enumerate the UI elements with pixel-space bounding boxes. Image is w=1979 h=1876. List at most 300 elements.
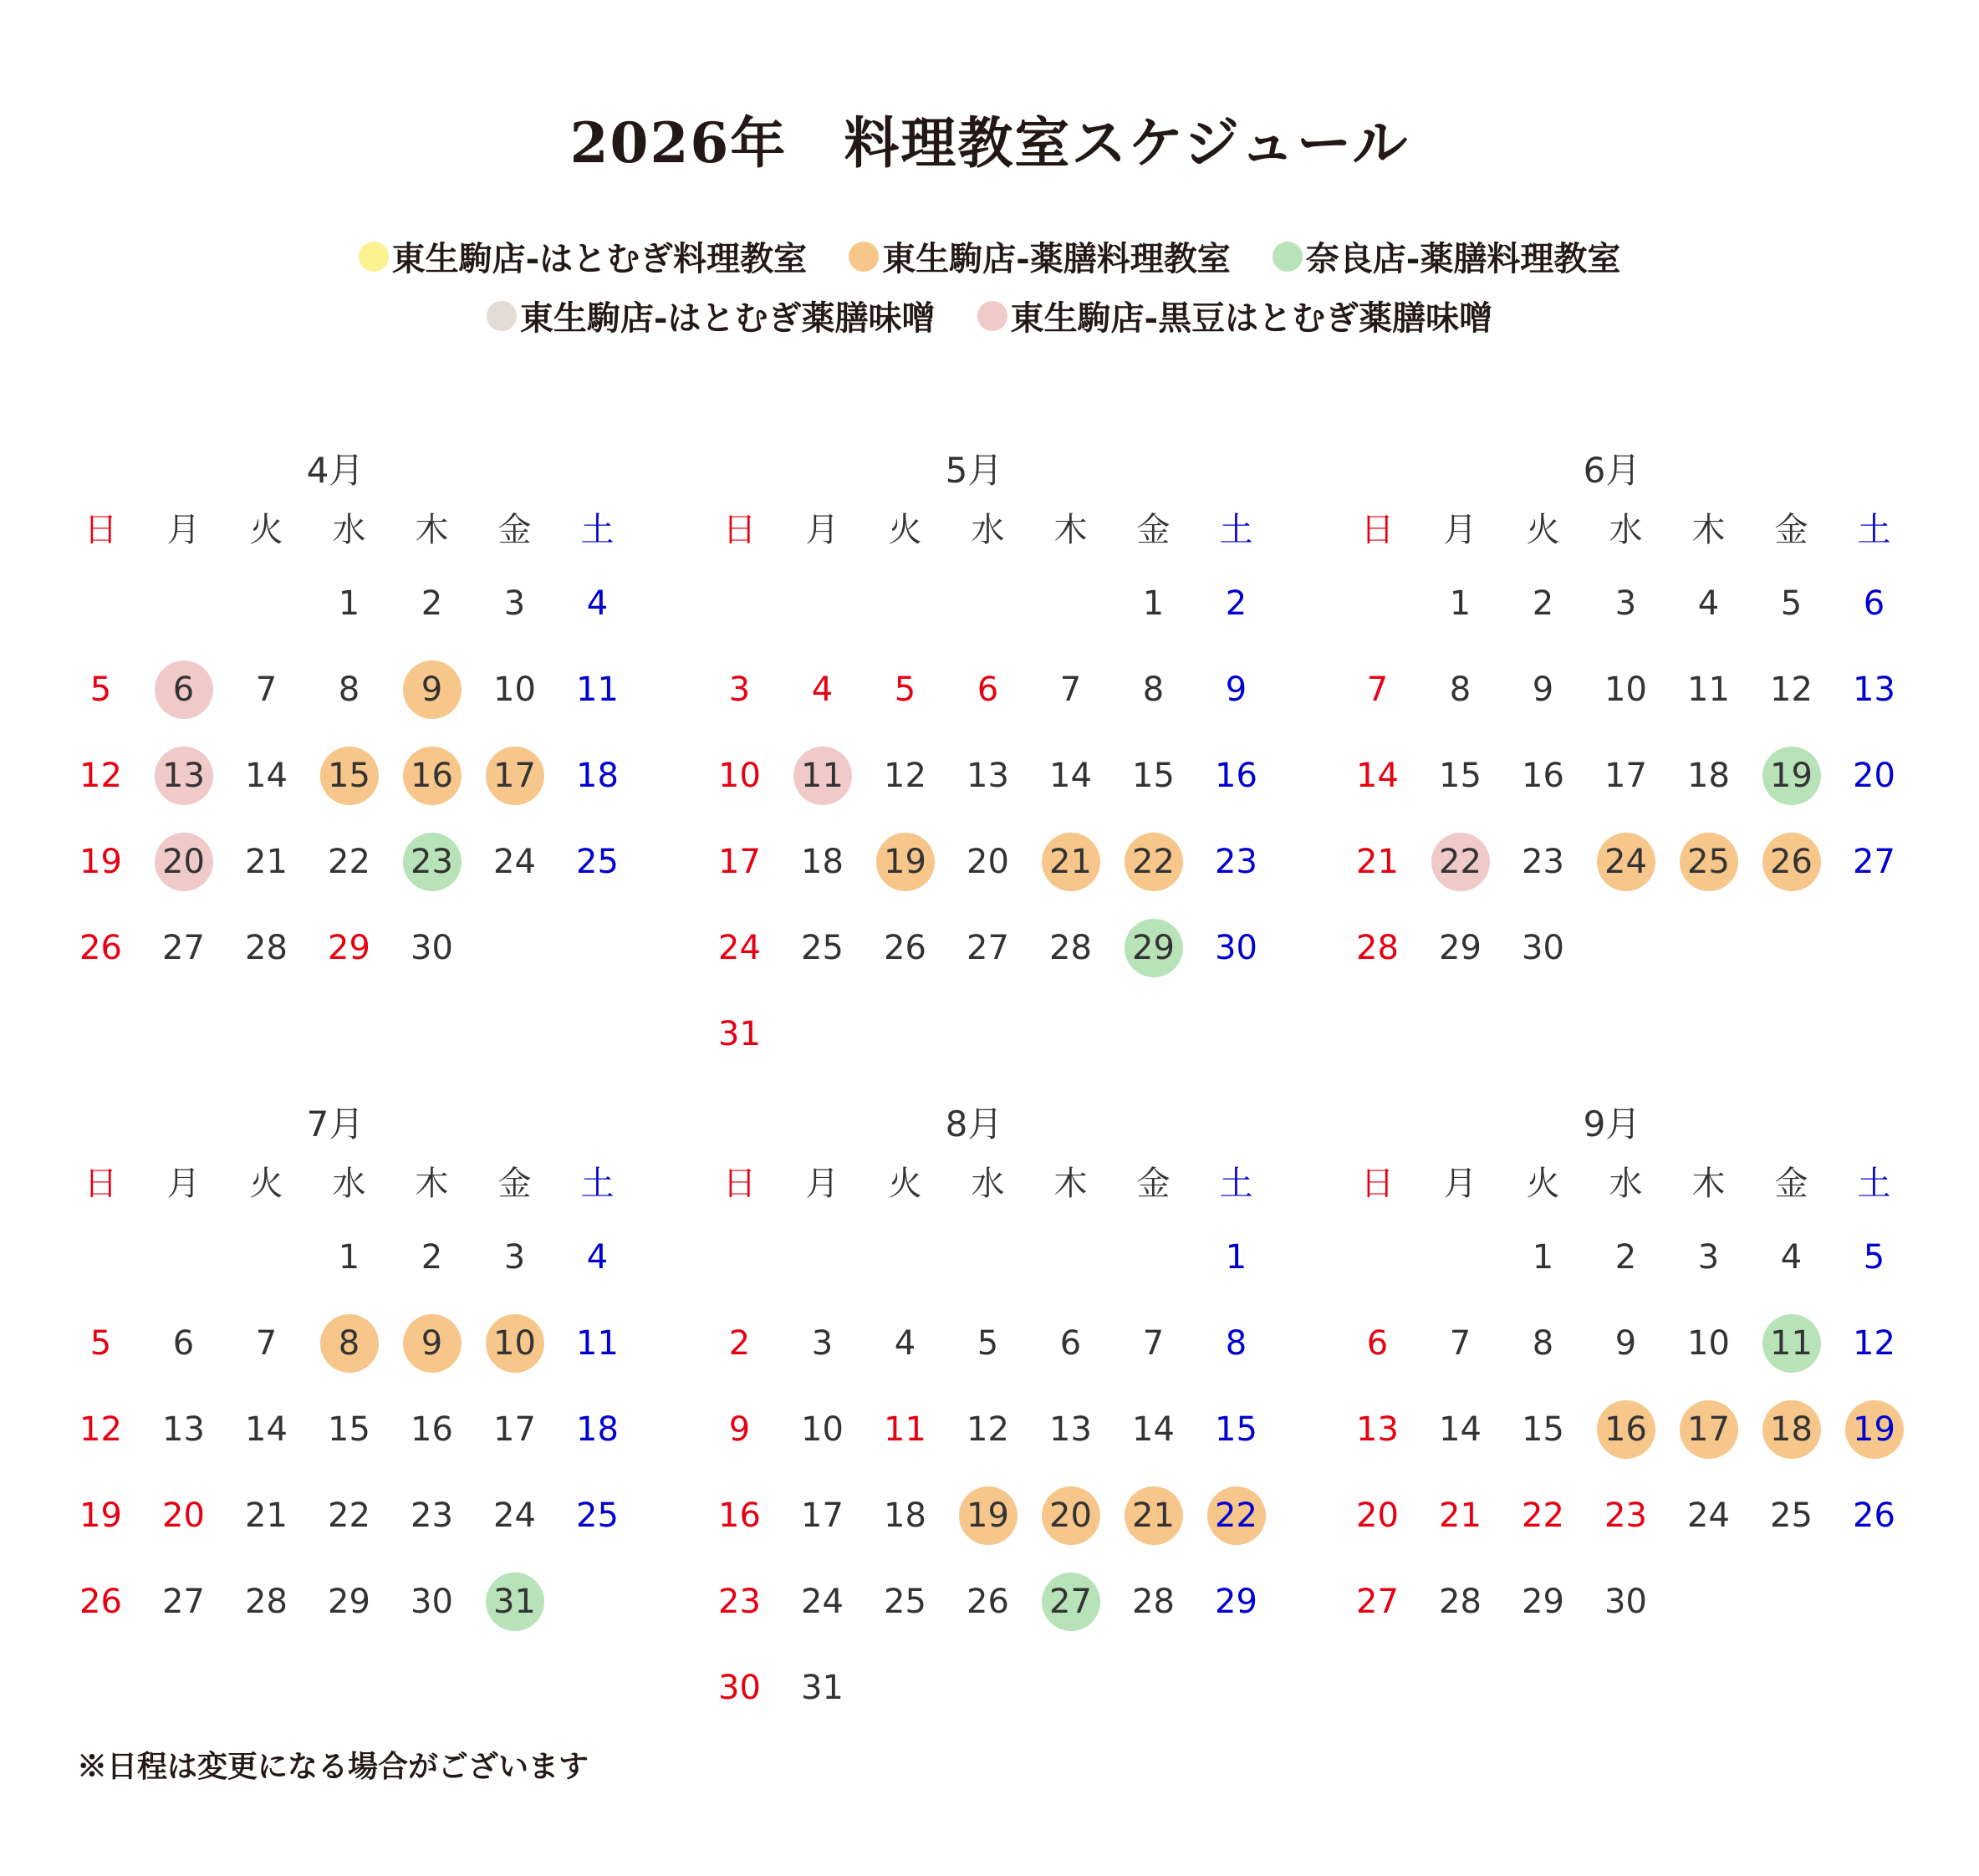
weekday-label: 木 [1691,511,1726,549]
weekday-label: 土 [580,511,615,549]
day-number: 16 [1215,756,1257,795]
day-cell [1195,1472,1278,1558]
day-number: 2 [1225,584,1247,623]
day-cell [308,1300,390,1386]
day-cell [225,1558,308,1644]
day-cell [1029,818,1112,905]
day-cell [781,1472,864,1558]
weekday-label: 木 [1691,1165,1726,1203]
day-cell [225,646,308,732]
weekday-header-row [59,1154,645,1214]
day-number: 28 [245,1582,288,1621]
day-cell [1419,1558,1502,1644]
day-number: 27 [162,1582,205,1621]
day-number: 3 [503,584,526,623]
day-cell [390,1558,473,1644]
day-number: 29 [1215,1582,1257,1621]
day-number: 17 [1687,1410,1730,1449]
day-cell [1833,732,1915,818]
day-number: 10 [493,670,536,709]
day-number: 25 [801,928,844,967]
day-number: 9 [1614,1323,1637,1363]
day-number: 28 [1439,1582,1482,1621]
day-cell [698,646,781,732]
day-cell [1833,646,1915,732]
day-number: 7 [1366,670,1389,709]
day-cell [59,818,142,905]
day-cell [698,1644,781,1731]
weekday-label: 土 [580,1165,615,1203]
day-cell [1112,560,1195,646]
empty-day-cell [225,560,308,646]
day-cell [473,1386,556,1472]
day-number: 23 [1215,842,1257,881]
day-cell [1750,560,1833,646]
day-number: 4 [811,670,834,709]
day-grid [698,1214,1283,1731]
day-number: 15 [1132,756,1175,795]
day-number: 28 [1132,1582,1175,1621]
day-number: 3 [811,1323,834,1363]
day-number: 5 [894,670,916,709]
day-cell [473,646,556,732]
day-cell [1336,905,1419,991]
day-grid [698,560,1283,1077]
day-cell [1029,1300,1112,1386]
day-number: 31 [801,1668,844,1707]
empty-day-cell [946,560,1029,646]
month-title: 8月 [945,1104,1003,1144]
day-number: 12 [884,756,926,795]
day-cell [1750,818,1833,905]
day-number: 14 [245,1410,288,1449]
day-number: 4 [586,1237,609,1277]
day-number: 7 [1449,1323,1471,1363]
day-cell [473,818,556,905]
day-cell [1029,1558,1112,1644]
day-number: 3 [503,1237,526,1277]
empty-day-cell [142,560,225,646]
empty-day-cell [781,560,864,646]
day-number: 31 [718,1014,761,1053]
day-number: 1 [1225,1237,1247,1277]
day-cell [781,1386,864,1472]
day-number: 11 [1770,1323,1813,1363]
day-number: 12 [79,756,122,795]
day-number: 30 [411,928,453,967]
weekday-label: 月 [166,511,201,549]
day-number: 20 [1356,1496,1399,1535]
day-number: 5 [1780,584,1803,623]
day-number: 13 [1356,1410,1399,1449]
day-number: 27 [1853,842,1895,881]
month-title: 5月 [945,450,1003,491]
day-number: 8 [1532,1323,1554,1363]
day-cell [59,646,142,732]
day-number: 18 [576,1410,619,1449]
day-cell [1419,732,1502,818]
day-cell [1419,646,1502,732]
day-cell [308,818,390,905]
day-number: 17 [1604,756,1647,795]
month-grid [59,1154,645,1644]
empty-day-cell [781,1214,864,1300]
day-number: 10 [493,1323,536,1363]
day-number: 23 [411,1496,453,1535]
day-cell [142,818,225,905]
weekday-label: 月 [805,511,839,549]
day-number: 13 [1049,1410,1092,1449]
day-cell [390,1300,473,1386]
weekday-label: 月 [1443,511,1477,549]
weekday-label: 土 [1219,511,1253,549]
weekday-label: 火 [249,511,283,549]
weekday-label: 土 [1857,1165,1891,1203]
day-number: 23 [718,1582,761,1621]
day-cell [864,1386,946,1472]
day-cell [308,1558,390,1644]
day-cell [556,1386,639,1472]
day-number: 23 [1522,842,1564,881]
day-cell [59,905,142,991]
day-number: 29 [328,928,370,967]
day-number: 30 [718,1668,761,1707]
day-number: 19 [884,842,926,881]
day-number: 5 [89,670,112,709]
day-number: 2 [728,1323,751,1363]
empty-day-cell [225,1214,308,1300]
day-cell [225,1472,308,1558]
day-number: 15 [328,756,370,795]
weekday-label: 水 [332,511,366,549]
day-number: 21 [1132,1496,1175,1535]
day-number: 20 [967,842,1009,881]
weekday-label: 金 [497,1165,532,1203]
day-number: 1 [1449,584,1471,623]
day-cell [698,905,781,991]
day-cell [556,732,639,818]
day-number: 7 [1142,1323,1165,1363]
day-cell [1112,1558,1195,1644]
empty-day-cell [698,1214,781,1300]
day-number: 10 [1604,670,1647,709]
weekday-label: 水 [1609,511,1643,549]
day-cell [864,732,946,818]
day-cell [781,905,864,991]
legend-row-2 [0,292,1979,339]
day-number: 26 [967,1582,1009,1621]
empty-day-cell [59,1214,142,1300]
day-cell [864,1558,946,1644]
day-number: 7 [255,670,278,709]
weekday-label: 金 [497,511,532,549]
day-cell [556,1214,639,1300]
day-cell [473,1300,556,1386]
day-number: 16 [1604,1410,1647,1449]
legend-dot-icon [849,242,879,272]
day-number: 24 [801,1582,844,1621]
month-grid [698,1154,1283,1731]
day-number: 18 [1687,756,1730,795]
day-cell [1502,1558,1584,1644]
day-number: 16 [718,1496,761,1535]
day-number: 5 [1863,1237,1885,1277]
month-grid [698,500,1283,1077]
day-grid [1336,560,1921,991]
day-number: 6 [1863,584,1885,623]
day-cell [473,732,556,818]
day-number: 12 [1853,1323,1895,1363]
day-cell [1112,1472,1195,1558]
day-number: 30 [1604,1582,1647,1621]
empty-day-cell [1336,1214,1419,1300]
day-cell [1667,1472,1750,1558]
day-number: 2 [1614,1237,1637,1277]
day-cell [1584,1214,1667,1300]
day-number: 25 [576,842,619,881]
day-number: 19 [1770,756,1813,795]
legend-label: 奈良店-薬膳料理教室 [1305,239,1621,278]
day-number: 9 [421,670,443,709]
month-grid [1336,1154,1921,1644]
day-cell [473,1472,556,1558]
day-cell [308,1472,390,1558]
day-number: 10 [718,756,761,795]
day-cell [556,818,639,905]
day-number: 21 [245,842,288,881]
weekday-label: 水 [971,511,1005,549]
day-number: 18 [1770,1410,1813,1449]
day-cell [781,1558,864,1644]
day-number: 13 [162,1410,205,1449]
day-number: 8 [338,1323,360,1363]
weekday-label: 木 [1053,1165,1088,1203]
day-grid [59,560,645,991]
day-cell [1584,1558,1667,1644]
day-cell [390,1472,473,1558]
weekday-label: 火 [1526,511,1560,549]
day-cell [1195,1386,1278,1472]
day-cell [1667,1214,1750,1300]
day-number: 18 [576,756,619,795]
day-cell [308,905,390,991]
day-number: 25 [1687,842,1730,881]
day-grid [1336,1214,1921,1644]
day-cell [390,560,473,646]
day-number: 6 [172,670,195,709]
day-cell [698,1558,781,1644]
day-number: 27 [1356,1582,1399,1621]
day-number: 17 [718,842,761,881]
day-cell [1584,560,1667,646]
day-cell [1667,560,1750,646]
day-cell [390,1386,473,1472]
day-cell [781,732,864,818]
day-cell [1667,732,1750,818]
day-number: 24 [493,1496,536,1535]
day-number: 27 [1049,1582,1092,1621]
month-calendar-september [1336,1097,1921,1749]
day-cell [1195,818,1278,905]
day-number: 21 [245,1496,288,1535]
day-number: 18 [801,842,844,881]
day-cell [1336,1386,1419,1472]
day-number: 20 [162,842,205,881]
day-number: 13 [1853,670,1895,709]
weekday-header-row [698,1154,1283,1214]
day-cell [308,1386,390,1472]
day-grid [59,1214,645,1644]
day-number: 14 [1356,756,1399,795]
day-cell [1336,1300,1419,1386]
day-number: 8 [1142,670,1165,709]
day-number: 22 [328,842,370,881]
day-cell [142,1558,225,1644]
day-cell [142,732,225,818]
day-number: 28 [1049,928,1092,967]
day-cell [1750,646,1833,732]
day-number: 27 [967,928,1009,967]
day-cell [556,1300,639,1386]
day-number: 28 [245,928,288,967]
weekday-label: 月 [166,1165,201,1203]
day-number: 29 [1522,1582,1564,1621]
day-cell [698,732,781,818]
day-cell [946,732,1029,818]
day-number: 13 [967,756,1009,795]
legend-dot-icon [1273,242,1303,272]
weekday-label: 火 [249,1165,283,1203]
day-number: 30 [411,1582,453,1621]
day-cell [1419,560,1502,646]
day-cell [1195,732,1278,818]
weekday-label: 日 [84,1165,118,1203]
day-number: 25 [576,1496,619,1535]
day-number: 26 [1853,1496,1895,1535]
day-number: 6 [172,1323,195,1363]
weekday-label: 日 [1360,511,1395,549]
day-cell [390,818,473,905]
day-number: 8 [1225,1323,1247,1363]
weekday-label: 木 [415,511,449,549]
day-cell [473,560,556,646]
day-cell [1667,646,1750,732]
day-cell [946,818,1029,905]
day-number: 29 [1439,928,1482,967]
weekday-label: 月 [805,1165,839,1203]
day-number: 1 [1532,1237,1554,1277]
day-number: 10 [801,1410,844,1449]
day-cell [1833,1300,1915,1386]
day-cell [390,1214,473,1300]
empty-day-cell [864,560,946,646]
day-number: 25 [884,1582,926,1621]
day-cell [946,905,1029,991]
day-number: 11 [884,1410,926,1449]
day-number: 24 [493,842,536,881]
day-cell [864,646,946,732]
day-cell [946,1558,1029,1644]
day-cell [142,1472,225,1558]
day-cell [1029,646,1112,732]
day-cell [1750,732,1833,818]
weekday-header-row [1336,500,1921,560]
day-cell [1029,1386,1112,1472]
legend-label: 東生駒店-はとむぎ薬膳味噌 [519,298,936,338]
day-number: 12 [79,1410,122,1449]
day-cell [1750,1214,1833,1300]
legend-item-hatomugi [359,232,808,280]
day-number: 3 [728,670,751,709]
month-title: 7月 [306,1104,365,1144]
day-cell [1336,1558,1419,1644]
month-grid [1336,500,1921,991]
day-number: 26 [1770,842,1813,881]
empty-day-cell [59,560,142,646]
day-cell [1833,1214,1915,1300]
month-title: 6月 [1583,450,1641,491]
day-cell [1195,560,1278,646]
day-number: 13 [162,756,205,795]
day-number: 25 [1770,1496,1813,1535]
legend-label: 東生駒店-薬膳料理教室 [882,239,1231,278]
weekday-label: 水 [971,1165,1005,1203]
schedule-note: ※日程は変更になる場合がございます [77,1749,589,1784]
day-cell [142,646,225,732]
day-number: 22 [1522,1496,1564,1535]
day-cell [864,905,946,991]
day-number: 16 [411,756,453,795]
day-cell [1112,732,1195,818]
day-cell [59,1386,142,1472]
day-cell [1195,646,1278,732]
day-number: 9 [1532,670,1554,709]
day-cell [1584,1300,1667,1386]
day-number: 11 [1687,670,1730,709]
day-cell [225,1386,308,1472]
day-number: 4 [586,584,609,623]
day-number: 11 [801,756,844,795]
day-cell [556,646,639,732]
day-cell [142,905,225,991]
day-cell [473,1558,556,1644]
day-number: 1 [1142,584,1165,623]
day-cell [1112,1300,1195,1386]
day-cell [59,1558,142,1644]
day-cell [698,1472,781,1558]
day-cell [1112,646,1195,732]
day-cell [781,818,864,905]
day-cell [1833,1386,1915,1472]
day-number: 5 [89,1323,112,1363]
day-number: 26 [79,1582,122,1621]
day-number: 6 [1059,1323,1082,1363]
day-cell [1336,646,1419,732]
day-number: 17 [493,756,536,795]
empty-day-cell [1029,560,1112,646]
weekday-header-row [698,500,1283,560]
day-cell [1502,905,1584,991]
legend-dot-icon [487,301,517,331]
day-number: 17 [801,1496,844,1535]
day-number: 29 [328,1582,370,1621]
day-cell [1502,1472,1584,1558]
day-cell [1336,732,1419,818]
day-cell [59,1472,142,1558]
day-cell [864,1472,946,1558]
legend-row-1 [0,232,1979,280]
day-number: 28 [1356,928,1399,967]
